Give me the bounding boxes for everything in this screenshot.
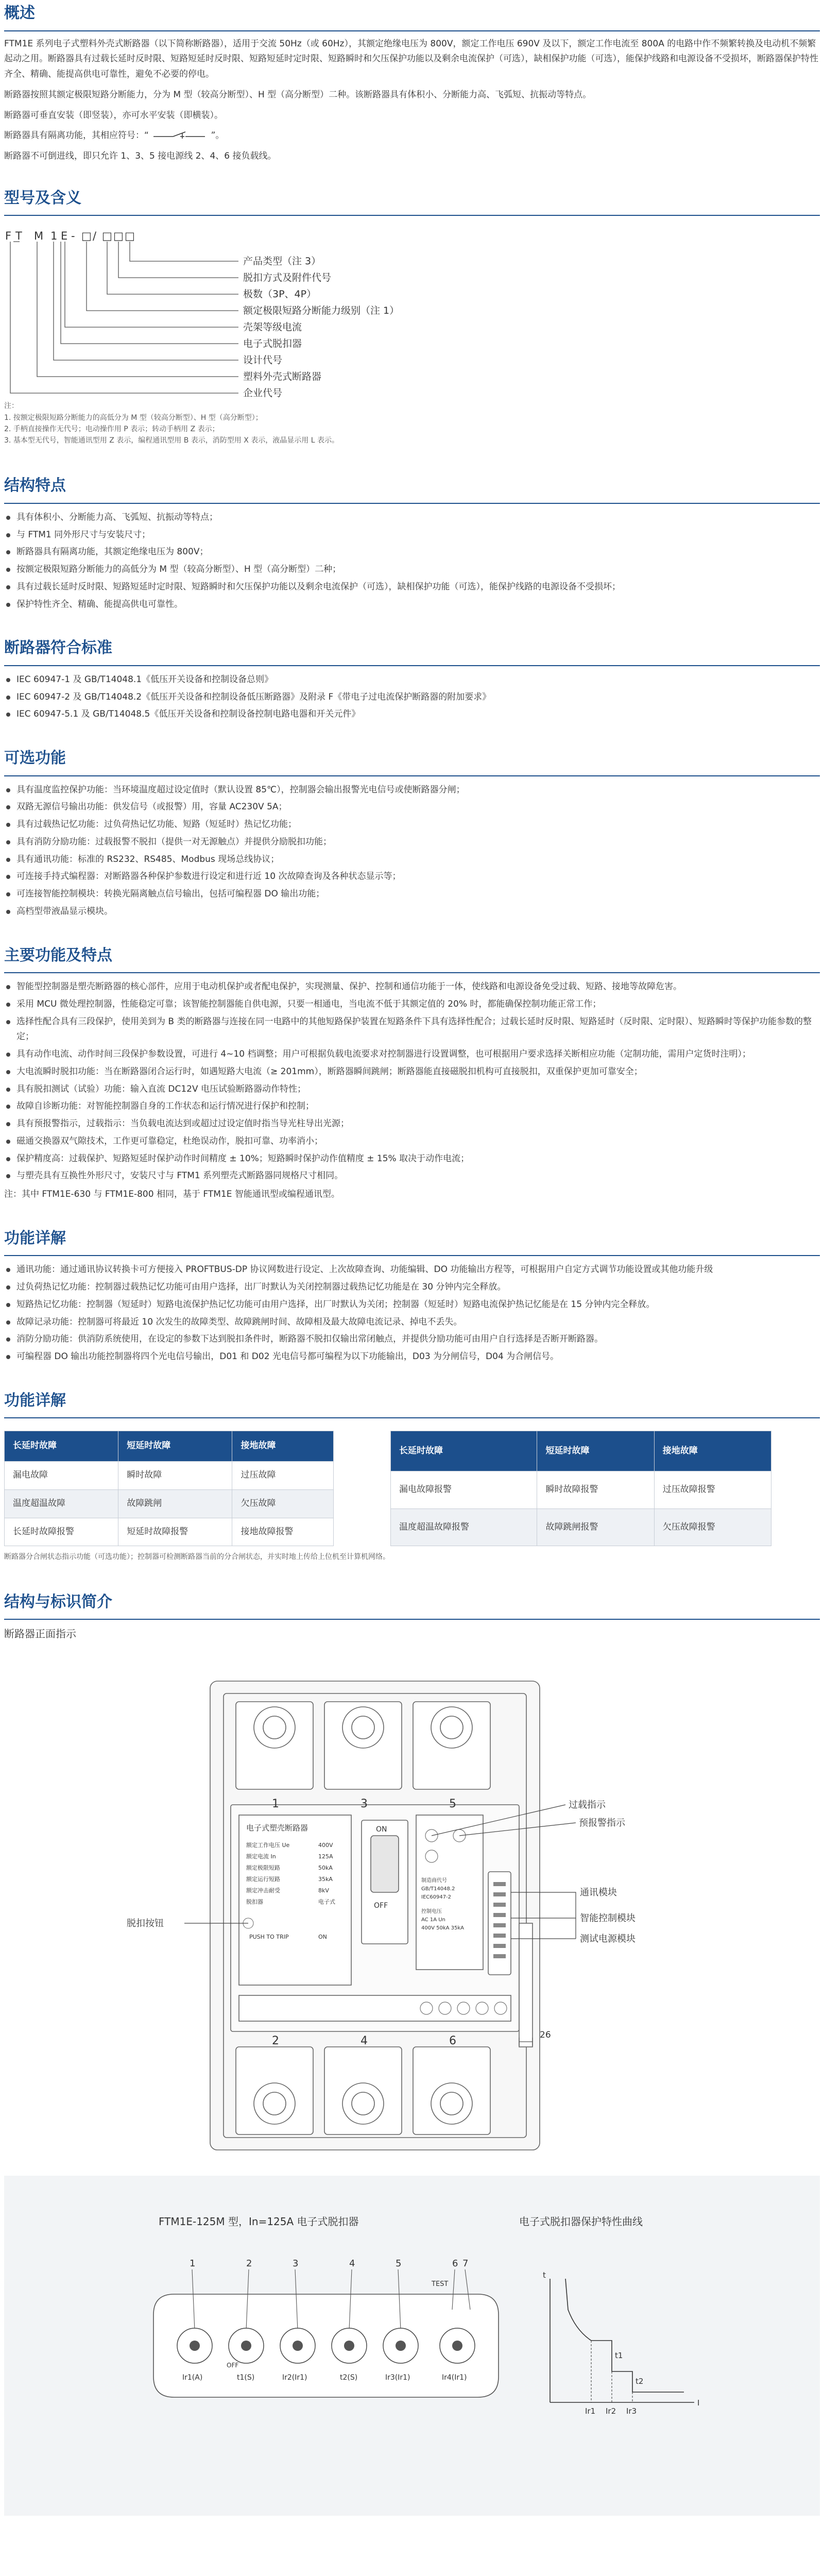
- curve-t-label: t1: [615, 2351, 623, 2361]
- list-item: 具有消防分励功能：过载报警不脱扣（提供一对无源触点）并提供分励脱扣功能；: [4, 835, 820, 850]
- overview-paragraph-1: FTM1E 系列电子式塑料外壳式断路器（以下简称断路器），适用于交流 50Hz（或 60Hz），其额定绝缘电压为 800V，额定工作电压 690V 及以下，额定工作电流至 800A 的电路中作不频繁转换及电动机不频繁起动之用。断路器具有过载长延时反时限、短路短延时反时限、短路短延时定时限、短路瞬时和欠压保护功能以及剩余电流保护（可选），缺相保护功能（可选），能保护线路和电源设备不受损坏，断路器保护特性齐全、精确、能提高供电可靠性，避免不必要的停电。: [4, 38, 818, 79]
- trip-unit-number: 6: [452, 2258, 458, 2269]
- model-note-3: 3. 基本型无代号，智能通讯型用 Z 表示，编程通讯型用 B 表示，消防型用 X 表示，液晶显示用 L 表示。: [4, 436, 339, 445]
- terminal-label: 2: [272, 2035, 279, 2048]
- overview-paragraph-4: [4, 128, 820, 144]
- panel-title: 电子式塑壳断路器: [246, 1823, 308, 1833]
- table-cell: 故障跳闸报警: [537, 1509, 654, 1546]
- right-panel-text: 400V 50kA 35kA: [421, 1925, 464, 1931]
- callout-comm-module: 通讯模块: [580, 1887, 617, 1899]
- curve-tick: Ir3: [626, 2406, 637, 2416]
- model-char-1: T: [15, 230, 22, 243]
- test-label: TEST: [432, 2280, 449, 2289]
- trip-unit-number: 4: [349, 2258, 355, 2269]
- model-note-2: 2. 手柄直接操作无代号；电动操作用 P 表示；转动手柄用 Z 表示；: [4, 425, 219, 434]
- list-item: 可编程器 DO 输出功能控制器将四个光电信号输出，D01 和 D02 光电信号都可编程为以下功能输出，D03 为分闸信号，D04 为合闸信号。: [4, 1349, 820, 1365]
- details-list: [4, 1262, 820, 1365]
- standards-list: [4, 672, 820, 722]
- model-label-8: 企业代号: [243, 387, 283, 399]
- handle-on-label: ON: [376, 1825, 387, 1834]
- table-header: 长延时故障: [391, 1431, 537, 1471]
- table-cell: 温度超温故障: [5, 1489, 118, 1518]
- list-item: 故障自诊断功能：对智能控制器自身的工作状态和运行情况进行保护和控制；: [4, 1099, 820, 1114]
- dimension-label: 26: [540, 2030, 551, 2041]
- trip-unit-number: 7: [462, 2258, 469, 2269]
- table-header: 短延时故障: [537, 1431, 654, 1471]
- list-item: 具有过载长延时反时限、短路短延时定时限、短路瞬时和欠压保护功能以及剩余电流保护（可选），缺相保护功能（可选），能保护线路的电源设备不受损坏；: [4, 580, 820, 595]
- model-notes: [4, 400, 339, 447]
- section-title-tables: 功能详解: [4, 1387, 820, 1419]
- list-item: 具有通讯功能：标准的 RS232、RS485、Modbus 现场总线协议；: [4, 852, 820, 868]
- right-panel-text: AC 1A Un: [421, 1917, 445, 1923]
- terminal-label: 3: [360, 1798, 368, 1811]
- overview-p4-text: 断路器具有隔离功能，其相应符号：“: [4, 130, 149, 141]
- model-char-10: □: [125, 230, 135, 243]
- table-header: 长延时故障: [5, 1431, 118, 1462]
- curve-t-label: t2: [636, 2377, 644, 2386]
- table-row: [5, 1462, 334, 1490]
- main-functions-note: 注：其中 FTM1E-630 与 FTM1E-800 相同，基于 FTM1E 智能通讯型或编程通讯型。: [4, 1189, 340, 1199]
- model-label-5: 电子式脱扣器: [243, 338, 302, 350]
- optional-list: [4, 783, 820, 920]
- trip-unit-number: 3: [293, 2258, 299, 2269]
- callout-pre-alarm: 预报警指示: [579, 1818, 625, 1829]
- list-item: 选择性配合具有三段保护，使用美到为 B 类的断路器与连接在同一电路中的其他短路保护装置在短路条件下具有选择性配合；过载长延时反时限、短路延时（反时限、定时限）、短路瞬时等保护功能参数的整定；: [4, 1014, 820, 1045]
- section-title-overview: 概述: [4, 0, 820, 31]
- overview-paragraph-2: 断路器按照其额定极限短路分断能力，分为 M 型（较高分断型）、H 型（高分断型）二种。该断路器具有体积小、分断能力高、飞弧短、抗振动等特点。: [4, 89, 592, 100]
- table-cell: 过压故障报警: [654, 1471, 771, 1509]
- model-label-6: 设计代号: [243, 354, 283, 366]
- model-char-2: M: [34, 230, 44, 243]
- handle-off-label: OFF: [374, 1902, 388, 1910]
- panel-value: 400V: [318, 1842, 333, 1849]
- table-cell: 长延时故障报警: [5, 1518, 118, 1546]
- dial-label: Ir2(Ir1): [282, 2374, 307, 2382]
- trip-unit-number: 2: [246, 2258, 252, 2269]
- model-label-3: 额定极限短路分断能力级别（注 1）: [243, 305, 400, 317]
- table-cell: 温度超温故障报警: [391, 1509, 537, 1546]
- dial-label: Ir1(A): [182, 2374, 203, 2382]
- table-cell: 接地故障报警: [232, 1518, 334, 1546]
- curve-tick: Ir1: [585, 2406, 596, 2416]
- list-item: 可连接智能控制模块：转换光隔离触点信号输出，包括可编程器 DO 输出功能；: [4, 887, 820, 902]
- table-cell: 短延时故障报警: [118, 1518, 232, 1546]
- table-row: [5, 1489, 334, 1518]
- model-code-diagram: [4, 225, 820, 445]
- list-item: 与塑壳具有互换性外形尺寸，安装尺寸与 FTM1 系列塑壳式断路器同规格尺寸相同。: [4, 1168, 820, 1184]
- section-title-model: 型号及含义: [4, 185, 820, 216]
- fault-table-right: [390, 1431, 771, 1546]
- model-char-9: □: [113, 230, 124, 243]
- list-item: 具有体积小、分断能力高、飞弧短、抗振动等特点；: [4, 510, 820, 526]
- callout-overload: 过载指示: [569, 1800, 606, 1811]
- model-char-7: /: [93, 230, 97, 243]
- model-char-0: F: [5, 230, 12, 243]
- panel-value: 电子式: [318, 1899, 335, 1906]
- trip-unit-title: FTM1E-125M 型，In=125A 电子式脱扣器: [159, 2215, 359, 2228]
- curve-title: 电子式脱扣器保护特性曲线: [519, 2215, 643, 2228]
- list-item: 短路热记忆功能：控制器（短延时）短路电流保护热记忆功能可由用户选择，出厂时默认为关闭；控制器（短延时）短路电流保护热记忆能是在 15 分钟内完全释放。: [4, 1297, 820, 1313]
- section-title-details: 功能详解: [4, 1225, 820, 1257]
- trip-unit-svg: [4, 2176, 820, 2516]
- list-item: 可连接手持式编程器：对断路器各种保护参数进行设定和进行近 10 次故障查询及各种状态显示等；: [4, 869, 820, 885]
- overview-paragraph-3: 断路器可垂直安装（即竖装），亦可水平安装（即横装）。: [4, 110, 223, 121]
- list-item: 采用 MCU 微处理控制器，性能稳定可靠；该智能控制器能自供电源，只要一相通电，当电流不低于其额定值的 20% 时，都能确保控制功能正常工作；: [4, 997, 820, 1012]
- breaker-front-figure: [4, 1650, 820, 2160]
- callout-trip-button: 脱扣按钮: [127, 1918, 164, 1929]
- panel-row: 脱扣器: [246, 1899, 263, 1906]
- list-item: 具有温度监控保护功能：当环境温度超过设定值时（默认设置 85℃），控制器会输出报警光电信号或使断路器分闸；: [4, 783, 820, 798]
- section-title-standards: 断路器符合标准: [4, 635, 820, 666]
- callout-test-power: 测试电源模块: [580, 1934, 636, 1945]
- table-cell: 漏电故障报警: [391, 1471, 537, 1509]
- table-cell: 欠压故障: [232, 1489, 334, 1518]
- list-item: 具有预报警指示，过载指示：当负载电流达到或超过过设定值时指当导光柱导出光源；: [4, 1116, 820, 1132]
- trip-unit-figure: [4, 2176, 820, 2516]
- model-label-4: 壳架等级电流: [243, 321, 302, 333]
- model-char-6: □: [81, 230, 92, 243]
- main-functions-list: [4, 979, 820, 1184]
- overview-paragraph-5: 断路器不可倒进线，即只允许 1、3、5 接电源线 2、4、6 接负载线。: [4, 151, 277, 161]
- features-list: [4, 510, 820, 613]
- terminal-label: 6: [449, 2035, 456, 2048]
- structure-subtitle: 断路器正面指示: [4, 1628, 76, 1640]
- trip-unit-number: 1: [190, 2258, 196, 2269]
- list-item: 智能型控制器是塑壳断路器的核心部件，应用于电动机保护或者配电保护，实现测量、保护、控制和通信功能于一体，使线路和电源设备免受过载、短路、接地等故障危害。: [4, 979, 820, 995]
- table-row: [391, 1509, 771, 1546]
- model-label-0: 产品类型（注 3）: [243, 256, 321, 267]
- curve-axis-i: I: [697, 2398, 700, 2408]
- list-item: 保护精度高：过载保护、短路短延时保护动作时间精度 ± 10%；短路瞬时保护动作值精度 ± 15% 取决于动作电流；: [4, 1151, 820, 1167]
- table-cell: 故障跳闸: [118, 1489, 232, 1518]
- curve-axis-t: t: [543, 2270, 546, 2280]
- list-item: 故障记录功能：控制器可将最近 10 次发生的故障类型、故障跳闸时间、故障相及最大故障电流记录、掉电不丢失。: [4, 1315, 820, 1330]
- list-item: 保护特性齐全、精确、能提高供电可靠性。: [4, 597, 820, 613]
- table-row: [391, 1471, 771, 1509]
- table-row: [5, 1518, 334, 1546]
- list-item: 过负荷热记忆功能：控制器过载热记忆功能可由用户选择，出厂时默认为关闭控制器过载热记忆功能是在 30 分钟内完全释放。: [4, 1280, 820, 1295]
- table-header: 接地故障: [654, 1431, 771, 1471]
- model-char-5: -: [71, 230, 75, 243]
- callout-smart-module: 智能控制模块: [580, 1913, 636, 1924]
- model-label-1: 脱扣方式及附件代号: [243, 272, 332, 284]
- panel-row: 额定极限短路: [246, 1865, 280, 1872]
- fault-tables: [4, 1431, 820, 1546]
- model-char-3: 1: [50, 230, 58, 243]
- list-item: IEC 60947-5.1 及 GB/T14048.5《低压开关设备和控制设备控制电路电器和开关元件》: [4, 707, 820, 722]
- terminal-label: 5: [449, 1798, 456, 1811]
- panel-row: 额定冲击耐受: [246, 1887, 280, 1894]
- list-item: 与 FTM1 同外形尺寸与安装尺寸；: [4, 528, 820, 543]
- list-item: 通讯功能：通过通讯协议转换卡可方便接入 PROFTBUS-DP 协议网数进行设定、上次故障查询、功能编辑、DO 功能输出方程等，可根据用户自定方式调节功能设置或其他功能升级: [4, 1262, 820, 1278]
- list-item: 磁通交换器双气隙技术，工作更可靠稳定，杜绝误动作，脱扣可靠、功率消小；: [4, 1134, 820, 1149]
- breaker-front-svg: [4, 1650, 820, 2160]
- table-cell: 欠压故障报警: [654, 1509, 771, 1546]
- section-title-structure: 结构与标识简介: [4, 1589, 820, 1620]
- panel-small-on: ON: [318, 1934, 327, 1941]
- panel-value: 8kV: [318, 1887, 329, 1894]
- panel-value: 50kA: [318, 1865, 333, 1872]
- panel-value: 35kA: [318, 1876, 333, 1883]
- list-item: 消防分励功能：供消防系统使用，在设定的参数下达到脱扣条件时，断路器不脱扣仅输出常闭触点，并提供分励功能可由用户自行选择是否断开断路器。: [4, 1332, 820, 1347]
- dial-label: Ir4(Ir1): [442, 2374, 467, 2382]
- model-label-2: 极数（3P、4P）: [243, 289, 317, 300]
- list-item: 大电流瞬时脱扣功能：当在断路器闭合运行时，如遇短路大电流（≥ 201mm），断路器瞬间跳闸；断路器能直接磁脱扣机构可直接脱扣，双重保护更加可靠安全；: [4, 1064, 820, 1080]
- list-item: 具有过载热记忆功能：过负荷热记忆功能、短路（短延时）热记忆功能；: [4, 817, 820, 833]
- list-item: 具有动作电流、动作时间三段保护参数设置，可进行 4~10 档调整；用户可根据负载电流要求对控制器进行设置调整，也可根据用户要求选择关断相应功能（定制功能，需用户定货时注明）；: [4, 1047, 820, 1062]
- section-title-features: 结构特点: [4, 472, 820, 504]
- right-panel-text: 控制电压: [421, 1909, 442, 1915]
- table-cell: 过压故障: [232, 1462, 334, 1490]
- list-item: 高档型带液晶显示模块。: [4, 904, 820, 920]
- model-note-1: 1. 按额定极限短路分断能力的高低分为 M 型（较高分断型）、H 型（高分断型）；: [4, 413, 263, 422]
- right-panel-text: 制造商代号: [421, 1878, 447, 1884]
- list-item: 双路无源信号输出功能：供发信号（或报警）用，容量 AC230V 5A；: [4, 800, 820, 815]
- dial-label: Ir3(Ir1): [385, 2374, 410, 2382]
- list-item: IEC 60947-2 及 GB/T14048.2《低压开关设备和控制设备低压断路器》及附录 F《带电子过电流保护断路器的附加要求》: [4, 690, 820, 705]
- section-title-optional: 可选功能: [4, 745, 820, 776]
- push-to-trip-label: PUSH TO TRIP: [249, 1934, 289, 1941]
- list-item: 断路器具有隔离功能，其额定绝缘电压为 800V；: [4, 545, 820, 560]
- panel-value: 125A: [318, 1853, 333, 1860]
- panel-row: 额定工作电压 Ue: [246, 1842, 290, 1849]
- panel-row: 额定运行短路: [246, 1876, 280, 1883]
- section-title-main-functions: 主要功能及特点: [4, 942, 820, 974]
- off-label: OFF: [227, 2362, 239, 2369]
- table-cell: 漏电故障: [5, 1462, 118, 1490]
- panel-row: 额定电流 In: [246, 1853, 276, 1860]
- list-item: 具有脱扣测试（试验）功能：输入直流 DC12V 电压试验断路器动作特性；: [4, 1082, 820, 1097]
- list-item: 按额定极限短路分断能力的高低分为 M 型（较高分断型）、H 型（高分断型）二种；: [4, 562, 820, 578]
- isolation-symbol-icon: [151, 130, 208, 141]
- terminal-label: 1: [272, 1798, 279, 1811]
- terminal-label: 4: [360, 2035, 368, 2048]
- trip-unit-number: 5: [396, 2258, 402, 2269]
- table-header: 短延时故障: [118, 1431, 232, 1462]
- curve-tick: Ir2: [606, 2406, 616, 2416]
- table-cell: 瞬时故障: [118, 1462, 232, 1490]
- fault-table-left: [4, 1431, 334, 1546]
- right-panel-text: GB/T14048.2: [421, 1886, 455, 1892]
- table-cell: 瞬时故障报警: [537, 1471, 654, 1509]
- right-panel-text: IEC60947-2: [421, 1894, 452, 1901]
- tables-note: 断路器分合闸状态指示功能（可选功能）；控制器可检测断路器当前的分合闸状态，并实时地上传给上位机至计算机网络。: [4, 1553, 390, 1562]
- model-char-8: □: [102, 230, 112, 243]
- model-char-4: E: [61, 230, 68, 243]
- dial-label: t2(S): [340, 2374, 358, 2382]
- list-item: IEC 60947-1 及 GB/T14048.1《低压开关设备和控制设备总则》: [4, 672, 820, 688]
- dial-label: t1(S): [237, 2374, 255, 2382]
- overview-p4-end: ”。: [211, 130, 225, 141]
- table-header: 接地故障: [232, 1431, 334, 1462]
- model-notes-head: 注：: [4, 402, 19, 411]
- model-label-7: 塑料外壳式断路器: [243, 371, 322, 383]
